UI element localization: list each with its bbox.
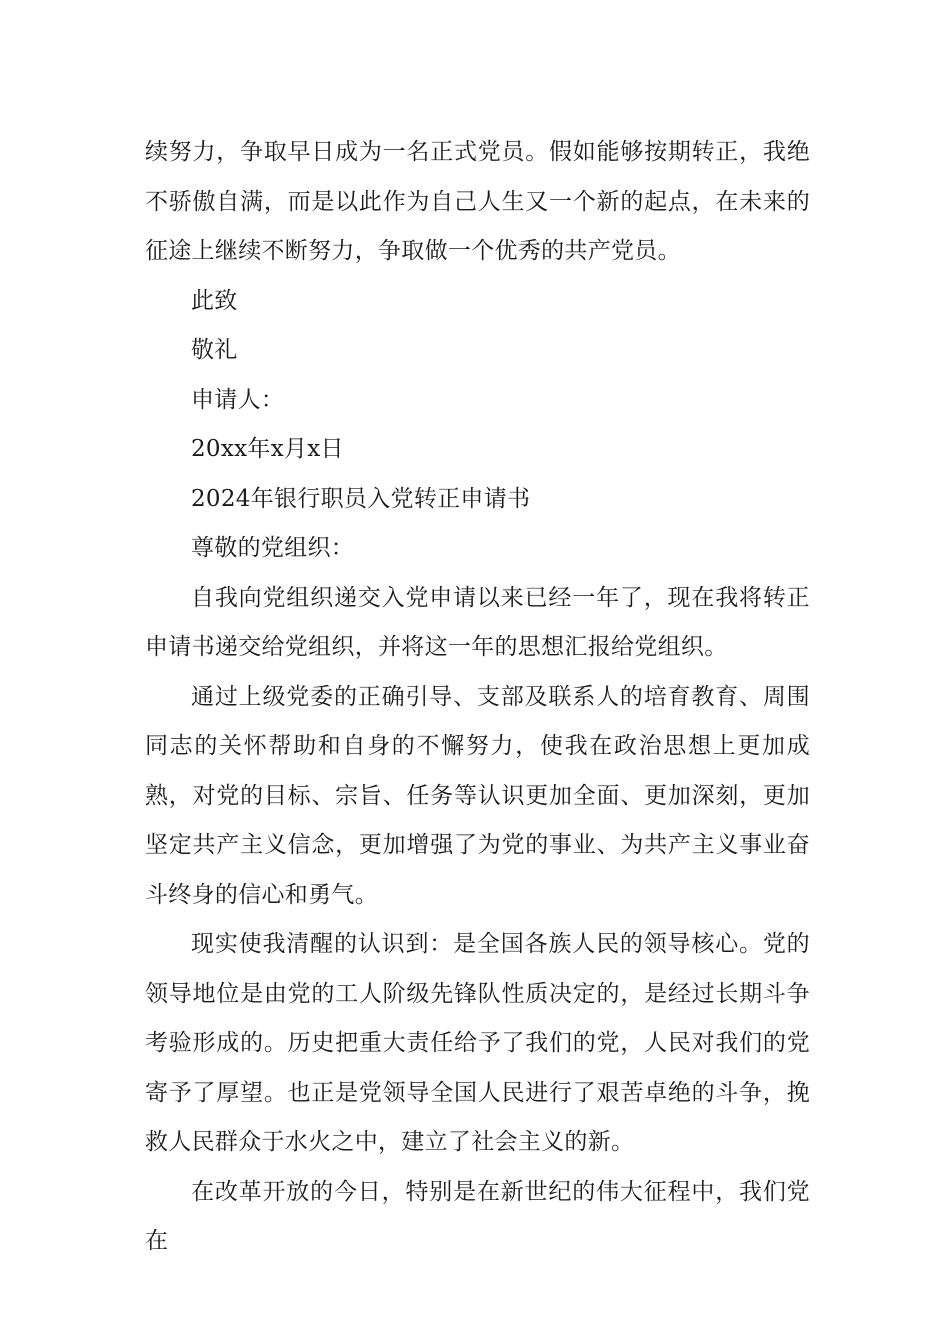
body-paragraph: 在改革开放的今日，特别是在新世纪的伟大征程中，我们党在 bbox=[145, 1178, 810, 1254]
body-paragraph: 通过上级党委的正确引导、支部及联系人的培育教育、周围同志的关怀帮助和自身的不懈努力，使我在政治思想上更加成熟，对党的目标、宗旨、任务等认识更加全面、更加深刻，更加坚定共产主义信念，更加增强了为党的事业、为共产主义事业奋斗终身的信心和勇气。 bbox=[145, 683, 810, 908]
applicant-label: 申请人： bbox=[191, 386, 285, 413]
document-title: 2024年银行职员入党转正申请书 bbox=[191, 485, 531, 512]
body-paragraph: 现实使我清醒的认识到：是全国各族人民的领导核心。党的领导地位是由党的工人阶级先锋队性质决定的，是经过长期斗争考验形成的。历史把重大责任给予了我们的党，人民对我们的党寄予了厚望。也正是党领导全国人民进行了艰苦卓绝的斗争，挽救人民群众于水火之中，建立了社会主义的新。 bbox=[145, 931, 810, 1155]
closing-salute: 敬礼 bbox=[191, 337, 238, 363]
document-body bbox=[145, 128, 810, 1267]
continuation-paragraph: 续努力，争取早日成为一名正式党员。假如能够按期转正，我绝不骄傲自满，而是以此作为自己人生又一个新的起点，在未来的征途上继续不断努力，争取做一个优秀的共产党员。 bbox=[145, 139, 810, 264]
body-paragraph: 自我向党组织递交入党申请以来已经一年了，现在我将转正申请书递交给党组织，并将这一年的思想汇报给党组织。 bbox=[145, 584, 810, 660]
closing-greeting: 此致 bbox=[191, 287, 238, 314]
date-line: 20xx年x月x日 bbox=[191, 436, 344, 462]
salutation: 尊敬的党组织： bbox=[191, 535, 355, 561]
